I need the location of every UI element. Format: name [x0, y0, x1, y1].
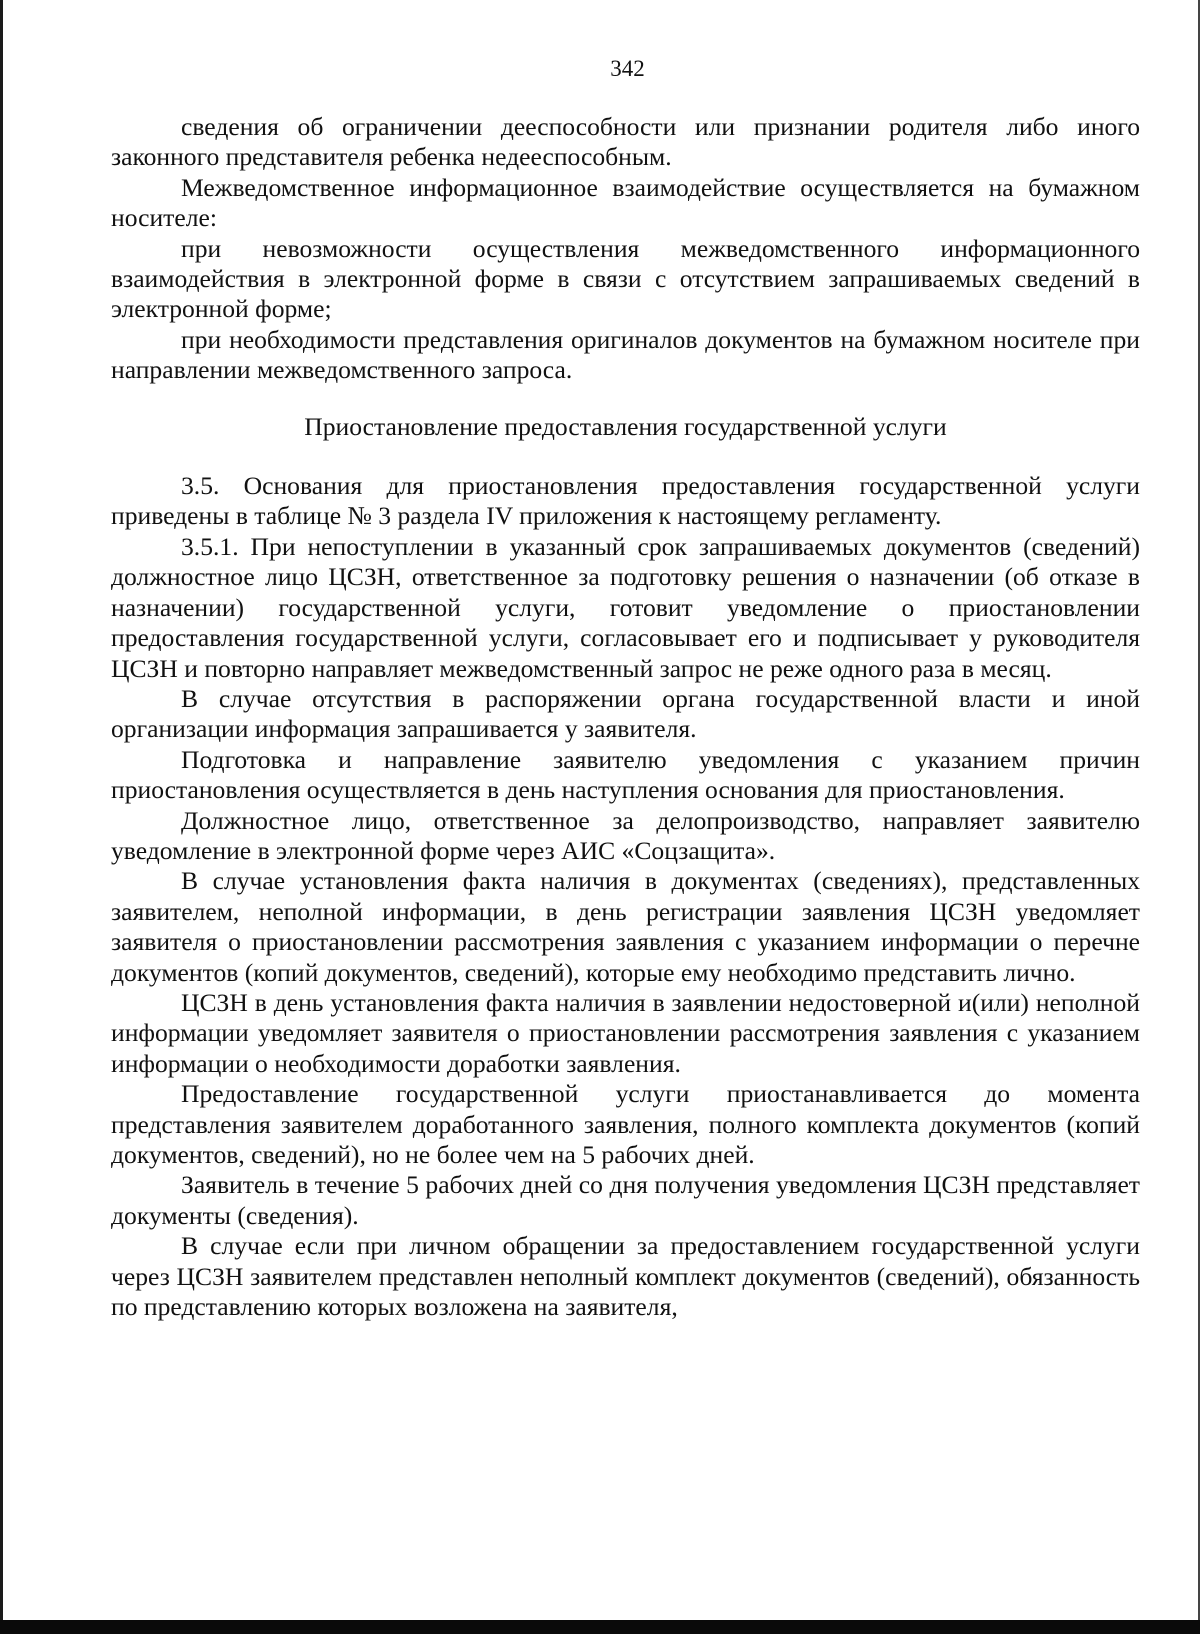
paragraph: 3.5.1. При непоступлении в указанный срок запрашиваемых документов (сведений) должностное лицо ЦСЗН, ответственное за подготовку решения о назначении (об отказе в назначении) государственной услуги, готовит уведомление о приостановлении предоставления государственной услуги, согласовывает его и подписывает у руководителя ЦСЗН и повторно направляет межведомственный запрос не реже одного раза в месяц. [111, 531, 1140, 683]
paragraph: В случае установления факта наличия в документах (сведениях), представленных заявителем, неполной информации, в день регистрации заявления ЦСЗН уведомляет заявителя о приостановлении рассмотрения заявления с указанием информации о перечне документов (копий документов, сведений), которые ему необходимо представить лично. [111, 866, 1140, 987]
paragraph: Межведомственное информационное взаимодействие осуществляется на бумажном носителе: [111, 172, 1140, 233]
paragraph: при необходимости представления оригиналов документов на бумажном носителе при направлении межведомственного запроса. [111, 324, 1140, 385]
page-number: 342 [610, 56, 645, 81]
scan-edge-bottom [0, 1620, 1200, 1634]
paragraph: Подготовка и направление заявителю уведомления с указанием причин приостановления осуществляется в день наступления основания для приостановления. [111, 744, 1140, 805]
paragraph: Предоставление государственной услуги приостанавливается до момента представления заявителем доработанного заявления, полного комплекта документов (копий документов, сведений), но не более чем на 5 рабочих дней. [111, 1079, 1140, 1169]
scan-edge-left [0, 0, 3, 1634]
paragraph: сведения об ограничении дееспособности или признании родителя либо иного законного представителя ребенка недееспособным. [111, 112, 1140, 172]
paragraph: В случае отсутствия в распоряжении органа государственной власти и иной организации информация запрашивается у заявителя. [111, 683, 1140, 744]
section-heading: Приостановление предоставления государственной услуги [304, 411, 947, 441]
paragraph: при невозможности осуществления межведомственного информационного взаимодействия в электронной форме в связи с отсутствием запрашиваемых сведений в электронной форме; [111, 233, 1140, 324]
paragraph: Заявитель в течение 5 рабочих дней со дня получения уведомления ЦСЗН представляет документы (сведения). [111, 1170, 1140, 1230]
paragraph: В случае если при личном обращении за предоставлением государственной услуги через ЦСЗН заявителем представлен неполный комплект документов (сведений), обязанность по представлению которых возложена на заявителя, [111, 1231, 1140, 1322]
paragraph: ЦСЗН в день установления факта наличия в заявлении недостоверной и(или) неполной информации уведомляет заявителя о приостановлении рассмотрения заявления с указанием информации о необходимости доработки заявления. [111, 987, 1140, 1078]
document-body [111, 112, 1140, 1322]
paragraph: Должностное лицо, ответственное за делопроизводство, направляет заявителю уведомление в электронной форме через АИС «Соцзащита». [111, 805, 1140, 865]
paragraph: 3.5. Основания для приостановления предоставления государственной услуги приведены в таблице № 3 раздела IV приложения к настоящему регламенту. [111, 471, 1140, 531]
